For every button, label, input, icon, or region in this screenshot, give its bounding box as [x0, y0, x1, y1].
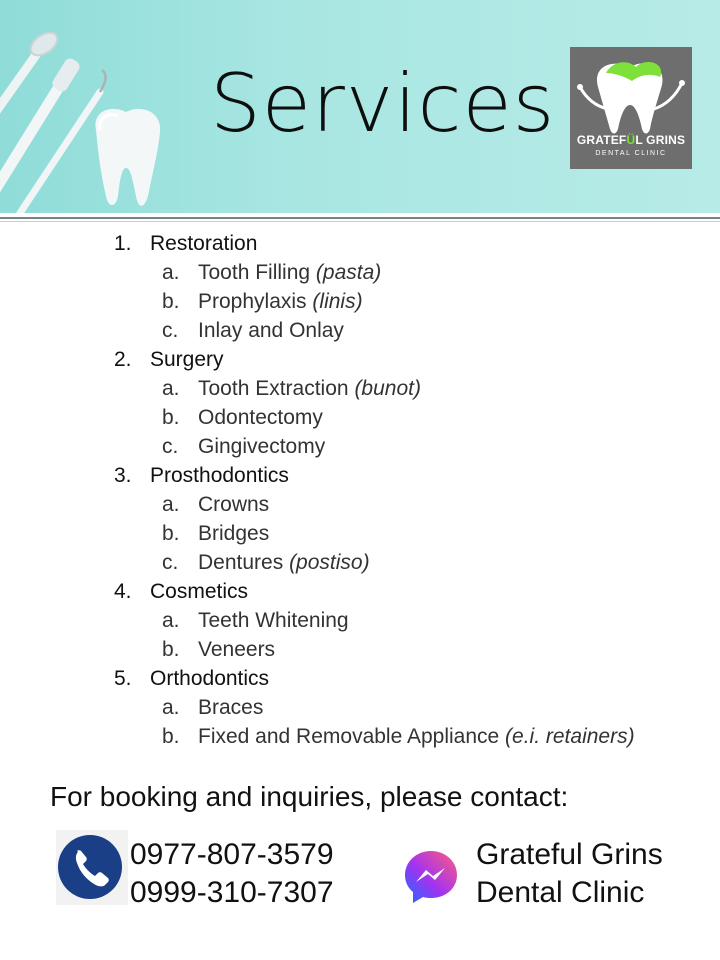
- category-name: Cosmetics: [150, 580, 249, 603]
- service-category: [0, 577, 720, 606]
- logo-subtitle: DENTAL CLINIC: [595, 150, 667, 157]
- item-letter: a.: [162, 377, 180, 400]
- messenger-name-line1[interactable]: Grateful Grins: [476, 838, 663, 871]
- service-item: [0, 722, 720, 751]
- item-text: Dentures (postiso): [198, 551, 370, 574]
- service-item: [0, 432, 720, 461]
- item-note: (e.i. retainers): [505, 725, 635, 748]
- service-item: [0, 548, 720, 577]
- category-name: Surgery: [150, 348, 224, 371]
- category-number: 3.: [114, 464, 132, 487]
- service-item: [0, 490, 720, 519]
- service-category: [0, 461, 720, 490]
- item-letter: c.: [162, 319, 179, 342]
- service-item: [0, 287, 720, 316]
- item-note: (pasta): [315, 261, 382, 284]
- service-category: [0, 345, 720, 374]
- service-item: [0, 403, 720, 432]
- item-text: Fixed and Removable Appliance (e.i. retainers): [198, 725, 635, 748]
- category-number: 2.: [114, 348, 132, 371]
- category-name: Orthodontics: [150, 667, 270, 690]
- item-note: (postiso): [289, 551, 370, 574]
- service-item: [0, 519, 720, 548]
- item-text: Bridges: [198, 522, 270, 545]
- item-letter: b.: [162, 725, 180, 748]
- item-letter: b.: [162, 638, 180, 661]
- item-letter: a.: [162, 493, 180, 516]
- service-category: [0, 229, 720, 258]
- item-text: Odontectomy: [198, 406, 323, 429]
- service-item: [0, 606, 720, 635]
- page-title: Services: [210, 57, 556, 150]
- booking-heading: For booking and inquiries, please contact:: [50, 781, 569, 812]
- item-letter: c.: [162, 435, 179, 458]
- item-note: (linis): [312, 290, 363, 313]
- phone-numbers: [130, 836, 334, 912]
- service-category: [0, 664, 720, 693]
- item-text: Prophylaxis (linis): [198, 290, 363, 313]
- category-name: Restoration: [150, 232, 258, 255]
- item-text: Braces: [198, 696, 264, 719]
- phone-number[interactable]: 0999-310-7307: [130, 876, 334, 909]
- item-letter: c.: [162, 551, 179, 574]
- category-number: 4.: [114, 580, 132, 603]
- header-banner: [0, 0, 720, 213]
- item-letter: a.: [162, 696, 180, 719]
- category-number: 5.: [114, 667, 132, 690]
- item-text: Tooth Extraction (bunot): [198, 377, 421, 400]
- item-letter: a.: [162, 609, 180, 632]
- dental-tools-and-tooth-icon: [0, 0, 200, 213]
- header-divider-thin: [0, 221, 720, 222]
- item-text: Teeth Whitening: [198, 609, 349, 632]
- messenger-icon[interactable]: [402, 848, 460, 906]
- clinic-logo: [570, 47, 692, 169]
- messenger-contact: [476, 836, 663, 912]
- item-text: Gingivectomy: [198, 435, 326, 458]
- phone-icon[interactable]: [56, 830, 128, 905]
- service-item: [0, 635, 720, 664]
- item-text: Inlay and Onlay: [198, 319, 344, 342]
- item-text: Veneers: [198, 638, 276, 661]
- header-divider: [0, 217, 720, 219]
- category-number: 1.: [114, 232, 132, 255]
- logo-name: GRATEFÜL GRINS: [576, 133, 686, 147]
- item-text: Crowns: [198, 493, 270, 516]
- service-item: [0, 374, 720, 403]
- service-item: [0, 693, 720, 722]
- item-letter: a.: [162, 261, 180, 284]
- services-list: [0, 229, 720, 751]
- tooth-logo-icon: [570, 47, 692, 137]
- item-letter: b.: [162, 406, 180, 429]
- phone-number[interactable]: 0977-807-3579: [130, 838, 334, 871]
- category-name: Prosthodontics: [150, 464, 289, 487]
- messenger-name-line2[interactable]: Dental Clinic: [476, 876, 645, 909]
- item-note: (bunot): [354, 377, 421, 400]
- item-letter: b.: [162, 290, 180, 313]
- service-item: [0, 258, 720, 287]
- item-letter: b.: [162, 522, 180, 545]
- item-text: Tooth Filling (pasta): [198, 261, 382, 284]
- service-item: [0, 316, 720, 345]
